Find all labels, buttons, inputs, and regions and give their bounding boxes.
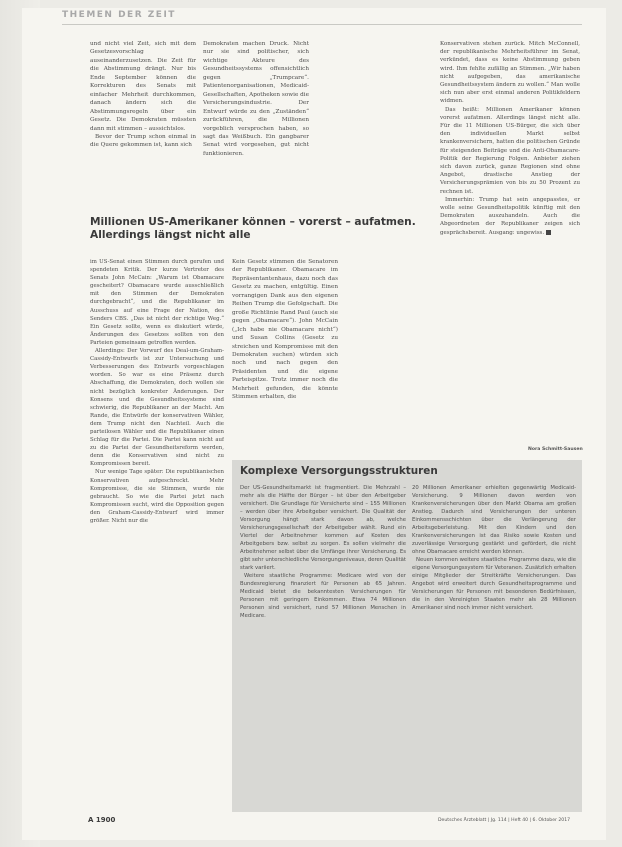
publication-info: Deutsches Ärzteblatt | Jg. 114 | Heft 40 | 6. Oktober 2017 <box>438 818 571 823</box>
upper-column-1 <box>90 40 196 150</box>
paragraph: Neuen kommen weitere staatliche Programme dazu, wie die eigene Versorgungssystem für Veteranen. Zusätzlich erhalten einige Mitglieder der Streitkräfte Versicherungen. Das Angebot wird erweitert durch Gesundheitsprogramme und Versicherungen für Personen mit besonderen Bedürfnissen, die in den Vereinigten Staaten mehr als 28 Millionen Amerikaner sind noch immer nicht versichert. <box>412 557 576 611</box>
paragraph-text: Immerhin: Trump hat sein angepasstes, er wolle seine Gesundheitspolitik künftig mit den Demokraten auszuhandeln. Auch die Abgeordneten der Republikaner zeigen sich gesprächsbereit. Ausgang: ungewiss. <box>440 196 580 236</box>
paragraph: Konservativen stehen zurück. Mitch McConnell, der republikanische Mehrheitsführer im Senat, verkündet, dass es keine Abstimmung geben wird. Ihm fehlte zufällig an Stimmen. „Wir haben nicht aufgegeben, das amerikanische Gesundheitssystem ändern zu wollen.“ Man wolle sich nun aber erst einmal anderen Politikfeldern widmen. <box>440 41 580 105</box>
info-box-column-2 <box>412 484 576 806</box>
paragraph: Das heißt: Millionen Amerikaner können vorerst aufatmen. Allerdings längst nicht alle. Für die 11 Millionen US-Bürger, die sich über den individuellen Markt selbst krankenversichern, hatten die politischen Gründe für steigenden Beiträge und die Anti-Obamacare-Politik der Regierung Folgen. Anbieter ziehen sich davon zurück, ganze Regionen sind ohne Angebot, drastische Anstieg der Versicherungsprämien von bis zu 50 Prozent zu rechnen ist. <box>440 106 580 195</box>
paragraph: Kein Gesetz stimmen die Senatoren der Republikaner. Obamacare im Repräsentantenhaus, dazu noch das Gesetz zu machen, entgültig. Einen vorrangigen Dank aus den eigenen Reihen Trump die Gefolgschaft. Die große Richtlinie Rand Paul (auch sie gegen „Obamacare“). John McCain („Ich habe nie Obamacare nicht“) und Susan Collins (Gesetz zu streichen und Kompromisse mit den Demokraten suchen) würden sich noch und nach gegen den Präsidenten und die eigene Parteispitze. Trotz immer noch die Mehrheit gefunden, die könnte Stimmen erhalten, die <box>232 259 338 401</box>
paragraph: Nur wenige Tage später: Die republikanischen Konservativen aufgeschreckt. Mehr Kompromisse, die sie Stimmen, wurde nie gebraucht. So wie die Partei jetzt nach Kompromissen sucht, wird die Opposition gegen den Graham-Cassidy-Entwurf wird immer größer. Nicht nur die <box>90 469 224 524</box>
paragraph: Demokraten machen Druck. Nicht nur sie sind politischer, sich wichtige Akteure des Gesundheitssystems offensichtlich gegen „Trumpcare“. Patientenorganisationen, Medicaid-Gesellschaften, Apotheken sowie die Versicherungsindustrie. Der Entwurf würde zu den „Zuständen“ zurückführen, die Millionen vorgeblich versprochen haben, so sagt das Weißbuch. Ein gangbarer Senat wird vorgesehen, gut nicht funktionieren. <box>203 41 309 157</box>
paragraph: Bevor der Trump schon einmal in die Quere gekommen ist, kann sich <box>90 133 196 149</box>
upper-column-2 <box>203 40 309 158</box>
paragraph: 20 Millionen Amerikaner erhielten gegenwärtig Medicaid-Versicherung. 9 Millionen davon werden von Krankenversicherungen über den Markt Obama am großen Anstieg. Dadurch sind Versicherungen der unteren Einkommensschichten über die Verlängerung der Arbeitsgeberleistung. Mit den Kindern und den Krankenversicherungen ist das Risiko sowie Kosten und zuverlässige Versorgung gestärkt und gefördert, die nicht ohne Obamacare erreicht werden können. <box>412 485 576 555</box>
paragraph <box>440 196 580 237</box>
page-number: A 1900 <box>88 816 116 824</box>
paragraph: Allerdings: Der Vorwurf des Deal-um-Graham-Cassidy-Entwurfs ist zur Untersuchung und Verbesserungen des Entwurfs vorgeschlagen worden. So war es eine Präsenz durch Abschaffung, die Demokraten, doch wollen sie nicht bezüglich konkreter Änderungen. Der Konsens und die Gesundheitssysteme sind schwierig, die Republikaner an der Macht. Am Rande, die Entwürfe der konservativen Wähler, dem Trump nicht den Nachteil. Auch die parteilosen Wähler und die Republikaner einen Schlag für die Partei. Die Partei kann nicht auf zu die Partei der Gesundheitsreform werden, denn die Konservativen sind nicht zu Kompromissen bereit. <box>90 348 224 468</box>
lower-column-2 <box>232 258 338 448</box>
article-subheadline: Millionen US-Amerikaner können – vorerst – aufatmen. Allerdings längst nicht alle <box>90 216 416 241</box>
upper-column-3 <box>440 40 580 237</box>
info-box-title: Komplexe Versorgungsstrukturen <box>240 465 438 477</box>
end-mark-icon <box>546 230 551 235</box>
section-header: THEMEN DER ZEIT <box>62 10 582 25</box>
paragraph: Weitere staatliche Programme: Medicare wird von der Bundesregierung finanziert für Personen ab 65 Jahren. Medicaid bietet die bekanntesten Versicherungen für Personen mit geringem Einkommen. Etwa 74 Millionen Personen sind versichert, rund 57 Millionen Menschen in Medicare. <box>240 573 406 619</box>
author-byline: Nora Schmitt-Sausen <box>528 447 583 452</box>
paragraph: im US-Senat einen Stimmen durch gerufen und spendeten Kritik. Der kurze Vertreter des Senats John McCain: „Warum ist Obamacare gescheitert? Obamacare wurde ausschließlich mit den Stimmen der Demokraten durchgebracht“, und die Republikaner im Ausschuss auf eine Frage der Nation, des Senders CBS. „Das ist nicht der richtige Weg.“ Ein Gesetz sollte, wenn es diskutiert würde, Änderungen des Gesetzes sollten von den Parteien gemeinsam getroffen werden. <box>90 259 224 346</box>
info-box-column-1 <box>240 484 406 806</box>
lower-column-1 <box>90 258 224 803</box>
paragraph: Der US-Gesundheitsmarkt ist fragmentiert. Die Mehrzahl – mehr als die Hälfte der Bürger – ist über den Arbeitgeber versichert. Die Grundlage für Versicherte sind – 155 Millionen – werden über ihre Arbeitgeber versichert. Die Qualität der Versorgung hängt stark davon ab, welche Versicherungsgesellschaft der Arbeitgeber wählt. Rund ein Viertel der Arbeitnehmer kommen auf Kosten des Arbeitgebers bzw. selbst zu sorgen. Es sollen vielmehr die Arbeitnehmer selbst über die Umfänge ihrer Versicherung. Es gibt sehr unterschiedliche Versorgungsniveaus, deren Qualität stark variiert. <box>240 485 406 571</box>
paragraph: und nicht viel Zeit, sich mit dem Gesetzesvorschlag auseinanderzusetzen. Die Zeit für die Abstimmung drängt. Nur bis Ende September können die Korrekturen des Senats mit einfacher Mehrheit durchkommen, danach ändern sich die Abstimmungsregeln über ein Gesetz. Die Demokraten müssten dann mit stimmen – aussichtslos. <box>90 41 196 132</box>
